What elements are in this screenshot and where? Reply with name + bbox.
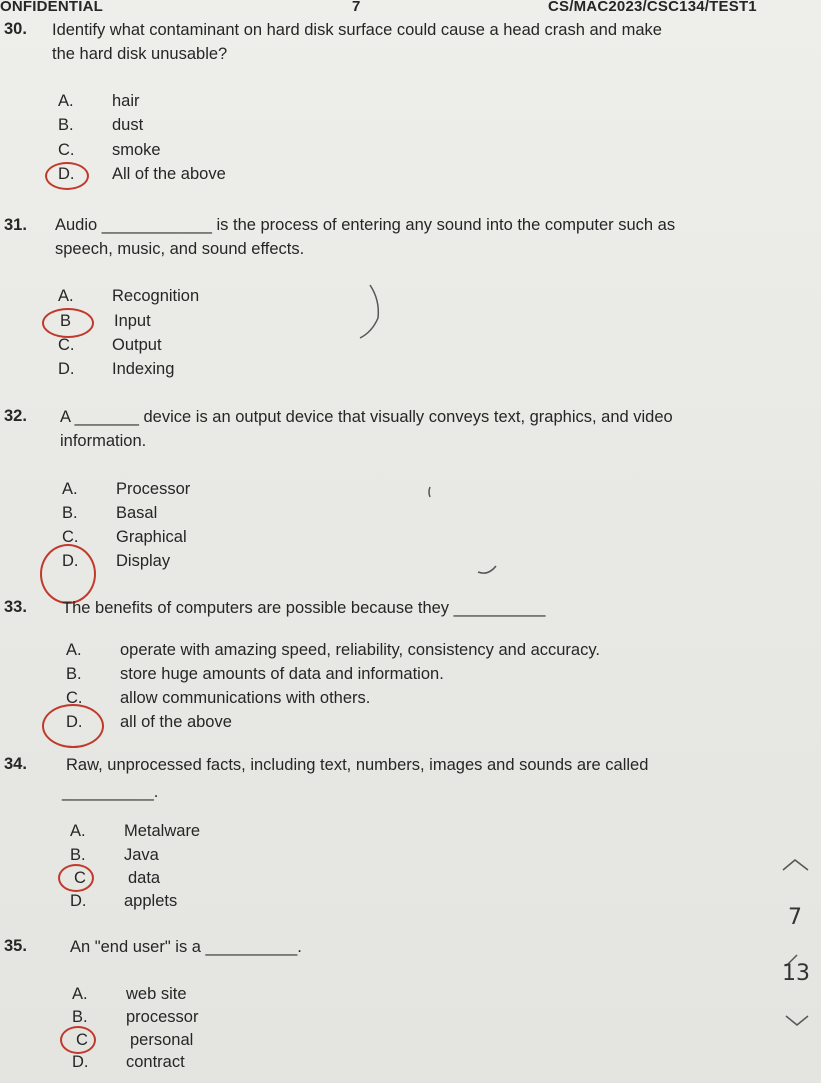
option-d: D. contract bbox=[72, 1053, 185, 1071]
option-a: A. Processor bbox=[62, 480, 191, 498]
question-number: 34. bbox=[4, 755, 27, 773]
option-d: D. Indexing bbox=[58, 360, 175, 378]
option-c: C. Output bbox=[58, 336, 162, 354]
question-text: speech, music, and sound effects. bbox=[55, 240, 305, 258]
option-b: B Input bbox=[60, 312, 151, 330]
question-text: __________. bbox=[62, 783, 159, 801]
header-course-code: CS/MAC2023/CSC134/TEST1 bbox=[548, 0, 757, 15]
option-c: C. allow communications with others. bbox=[66, 689, 371, 707]
question-text: information. bbox=[60, 432, 147, 450]
option-a: A. hair bbox=[58, 92, 140, 110]
question-text: the hard disk unusable? bbox=[52, 45, 228, 63]
question-text: The benefits of computers are possible because they __________ bbox=[62, 599, 546, 617]
question-number: 32. bbox=[4, 407, 27, 425]
question-text: Raw, unprocessed facts, including text, numbers, images and sounds are called bbox=[66, 756, 649, 774]
question-number: 35. bbox=[4, 937, 27, 955]
margin-note-bottom: 13 bbox=[782, 961, 810, 986]
question-number: 30. bbox=[4, 20, 27, 38]
option-c: C personal bbox=[76, 1031, 194, 1049]
option-c: C data bbox=[74, 869, 161, 887]
option-d: D. applets bbox=[70, 892, 178, 910]
option-d: D. Display bbox=[62, 552, 171, 570]
option-c: C. smoke bbox=[58, 141, 161, 159]
option-b: B. Java bbox=[70, 846, 159, 864]
header-confidential: ONFIDENTIAL bbox=[0, 0, 104, 15]
pencil-check-mark bbox=[478, 566, 496, 573]
pencil-tick-mark bbox=[429, 487, 430, 497]
question-text: Identify what contaminant on hard disk surface could cause a head crash and make bbox=[52, 21, 662, 39]
question-text: A _______ device is an output device that visually conveys text, graphics, and video bbox=[60, 408, 673, 426]
question-number: 33. bbox=[4, 598, 27, 616]
option-b: B. dust bbox=[58, 116, 144, 134]
option-b: B. processor bbox=[72, 1008, 199, 1026]
option-d: D. all of the above bbox=[66, 713, 232, 731]
option-b: B. Basal bbox=[62, 504, 158, 522]
option-c: C. Graphical bbox=[62, 528, 187, 546]
question-text: Audio ____________ is the process of entering any sound into the computer such as bbox=[55, 216, 676, 234]
pencil-bracket-mark bbox=[360, 285, 378, 338]
option-b: B. store huge amounts of data and information. bbox=[66, 665, 444, 683]
header-page-number: 7 bbox=[352, 0, 361, 15]
question-text: An "end user" is a __________. bbox=[70, 938, 302, 956]
option-a: A. Recognition bbox=[58, 287, 200, 305]
option-a: A. operate with amazing speed, reliability, consistency and accuracy. bbox=[66, 641, 600, 659]
option-a: A. Metalware bbox=[70, 822, 201, 840]
option-a: A. web site bbox=[72, 985, 187, 1003]
option-d: D. All of the above bbox=[58, 165, 226, 183]
chevron-up-icon bbox=[783, 860, 808, 870]
question-number: 31. bbox=[4, 216, 27, 234]
chevron-down-icon bbox=[786, 1016, 808, 1025]
margin-note-top: 7 bbox=[788, 905, 802, 930]
